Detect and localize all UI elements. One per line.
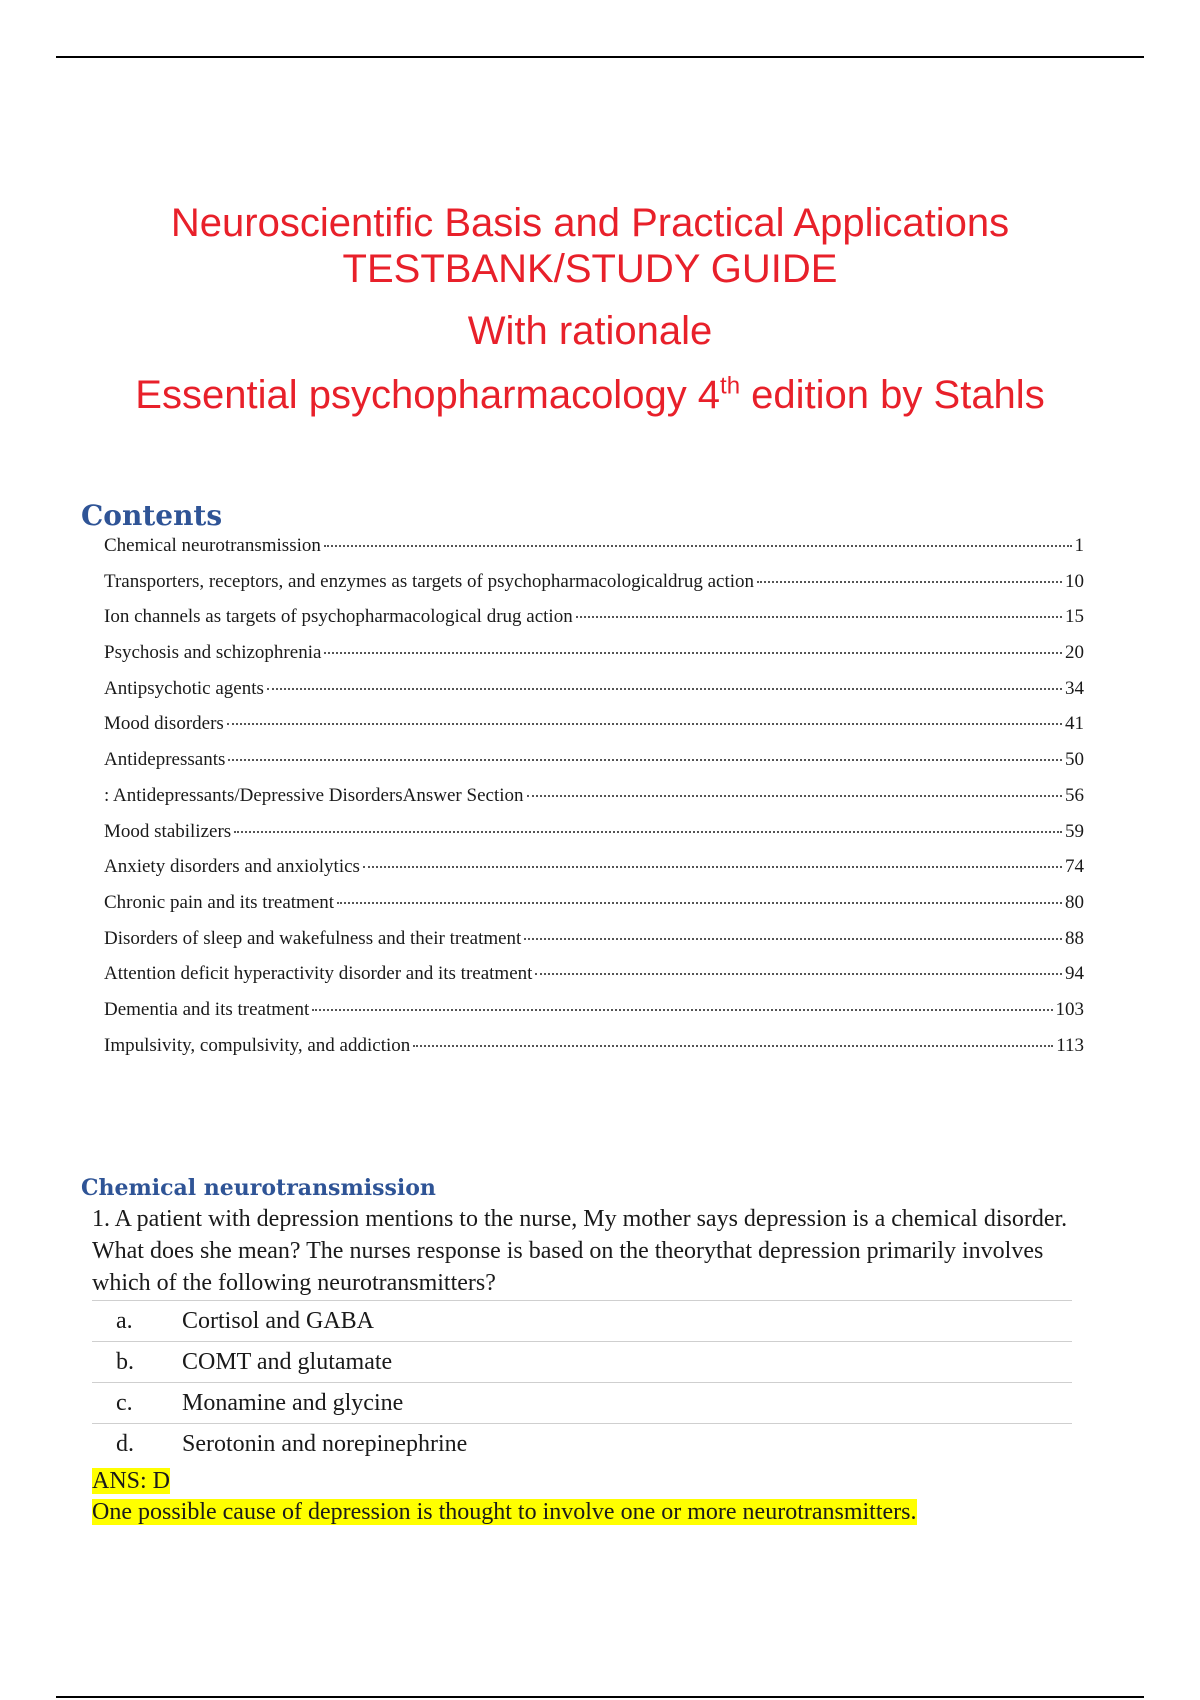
title-line-2: With rationale: [467, 309, 713, 353]
toc-entry-page[interactable]: 50: [1065, 749, 1084, 771]
toc-entry-page[interactable]: 15: [1065, 606, 1084, 628]
option-text: Serotonin and norepinephrine: [182, 1430, 468, 1457]
toc-entry-label[interactable]: Attention deficit hyperactivity disorder and its treatment: [104, 963, 533, 985]
toc-entry-label[interactable]: Chronic pain and its treatment: [104, 891, 335, 913]
toc-entry[interactable]: [104, 713, 1084, 749]
toc-entry-page[interactable]: 88: [1065, 927, 1084, 949]
answer-rationale: One possible cause of depression is thought to involve one or more neurotransmitters.: [92, 1499, 917, 1525]
toc-entry-page[interactable]: 20: [1065, 642, 1084, 664]
toc-leader-dots: [576, 616, 1062, 618]
option-letter: a.: [116, 1307, 133, 1334]
toc-entry[interactable]: [104, 963, 1084, 999]
toc-entry[interactable]: [104, 821, 1084, 857]
option-letter: c.: [116, 1389, 133, 1416]
toc-entry[interactable]: [104, 749, 1084, 785]
toc-leader-dots: [267, 688, 1062, 690]
option-text: COMT and glutamate: [182, 1348, 393, 1375]
toc-entry-page[interactable]: 10: [1065, 570, 1084, 592]
toc-entry-page[interactable]: 59: [1065, 820, 1084, 842]
answer-block: [92, 1466, 917, 1528]
toc-entry-label[interactable]: Impulsivity, compulsivity, and addiction: [104, 1034, 411, 1056]
toc-entry-label[interactable]: : Antidepressants/Depressive DisordersAnswer Section: [104, 784, 524, 806]
toc-entry-label[interactable]: Antipsychotic agents: [104, 677, 264, 699]
option-row: [92, 1424, 1072, 1464]
toc-entry-label[interactable]: Antidepressants: [104, 749, 226, 771]
toc-entry-page[interactable]: 80: [1065, 891, 1084, 913]
toc-leader-dots: [234, 831, 1062, 833]
toc-entry-page[interactable]: 1: [1074, 535, 1084, 556]
top-rule: [56, 56, 1144, 58]
toc-entry[interactable]: [104, 785, 1084, 821]
title-line-3-sup: th: [720, 372, 741, 400]
toc-entry[interactable]: [104, 535, 1084, 571]
toc-entry-label[interactable]: Anxiety disorders and anxiolytics: [104, 856, 360, 878]
option-letter: d.: [116, 1430, 134, 1457]
option-text: Cortisol and GABA: [182, 1307, 374, 1334]
toc-leader-dots: [524, 938, 1062, 940]
toc-leader-dots: [413, 1045, 1053, 1047]
toc-entry[interactable]: [104, 678, 1084, 714]
toc-entry-label[interactable]: Disorders of sleep and wakefulness and their treatment: [104, 927, 522, 949]
table-of-contents: [104, 535, 1084, 1070]
toc-leader-dots: [227, 723, 1062, 725]
title-line-1: Neuroscientific Basis and Practical Applications TESTBANK/STUDY GUIDE: [170, 201, 1010, 291]
toc-leader-dots: [535, 973, 1062, 975]
toc-entry-label[interactable]: Dementia and its treatment: [104, 998, 310, 1020]
title-line-3-post: edition by Stahls: [740, 373, 1045, 417]
title-line-3: [130, 372, 1050, 418]
contents-heading: Contents: [81, 499, 223, 532]
toc-entry[interactable]: [104, 606, 1084, 642]
toc-entry[interactable]: [104, 642, 1084, 678]
toc-leader-dots: [757, 581, 1062, 583]
toc-entry-label[interactable]: Mood disorders: [104, 713, 224, 735]
toc-entry-label[interactable]: Transporters, receptors, and enzymes as targets of psychopharmacologicaldrug action: [104, 570, 755, 592]
section-heading: Chemical neurotransmission: [81, 1175, 436, 1201]
toc-entry[interactable]: [104, 999, 1084, 1035]
toc-entry[interactable]: [104, 856, 1084, 892]
toc-leader-dots: [312, 1009, 1052, 1011]
option-text: Monamine and glycine: [182, 1389, 404, 1416]
toc-entry-page[interactable]: 113: [1056, 1034, 1084, 1056]
toc-entry-page[interactable]: 74: [1065, 856, 1084, 878]
toc-leader-dots: [324, 545, 1072, 547]
toc-entry-page[interactable]: 34: [1065, 677, 1084, 699]
question-text: 1. A patient with depression mentions to the nurse, My mother says depression is a chemical disorder. What does she mean? The nurses response is based on the theorythat depression primarily involves which of the following neurotransmitters?: [92, 1206, 1068, 1296]
answer-key: ANS: D: [92, 1468, 171, 1494]
toc-entry-label[interactable]: Ion channels as targets of psychopharmacological drug action: [104, 606, 573, 628]
toc-entry[interactable]: [104, 1035, 1084, 1071]
option-row: [92, 1342, 1072, 1383]
answer-options: [92, 1300, 1072, 1464]
toc-leader-dots: [363, 866, 1062, 868]
toc-entry[interactable]: [104, 892, 1084, 928]
toc-entry-label[interactable]: Psychosis and schizophrenia: [104, 642, 322, 664]
option-row: [92, 1300, 1072, 1342]
option-row: [92, 1383, 1072, 1424]
toc-entry-page[interactable]: 94: [1065, 963, 1084, 985]
option-letter: b.: [116, 1348, 134, 1375]
document-title: [130, 200, 1050, 418]
bottom-rule: [56, 1696, 1144, 1698]
toc-entry-label[interactable]: Mood stabilizers: [104, 820, 232, 842]
toc-entry-label[interactable]: Chemical neurotransmission: [104, 535, 321, 556]
toc-entry-page[interactable]: 56: [1065, 784, 1084, 806]
toc-leader-dots: [324, 652, 1062, 654]
toc-entry-page[interactable]: 41: [1065, 713, 1084, 735]
toc-leader-dots: [228, 759, 1062, 761]
toc-entry[interactable]: [104, 928, 1084, 964]
toc-entry-page[interactable]: 103: [1055, 998, 1084, 1020]
toc-leader-dots: [337, 902, 1062, 904]
title-line-3-pre: Essential psychopharmacology 4: [135, 373, 721, 417]
toc-entry[interactable]: [104, 571, 1084, 607]
toc-leader-dots: [527, 795, 1062, 797]
